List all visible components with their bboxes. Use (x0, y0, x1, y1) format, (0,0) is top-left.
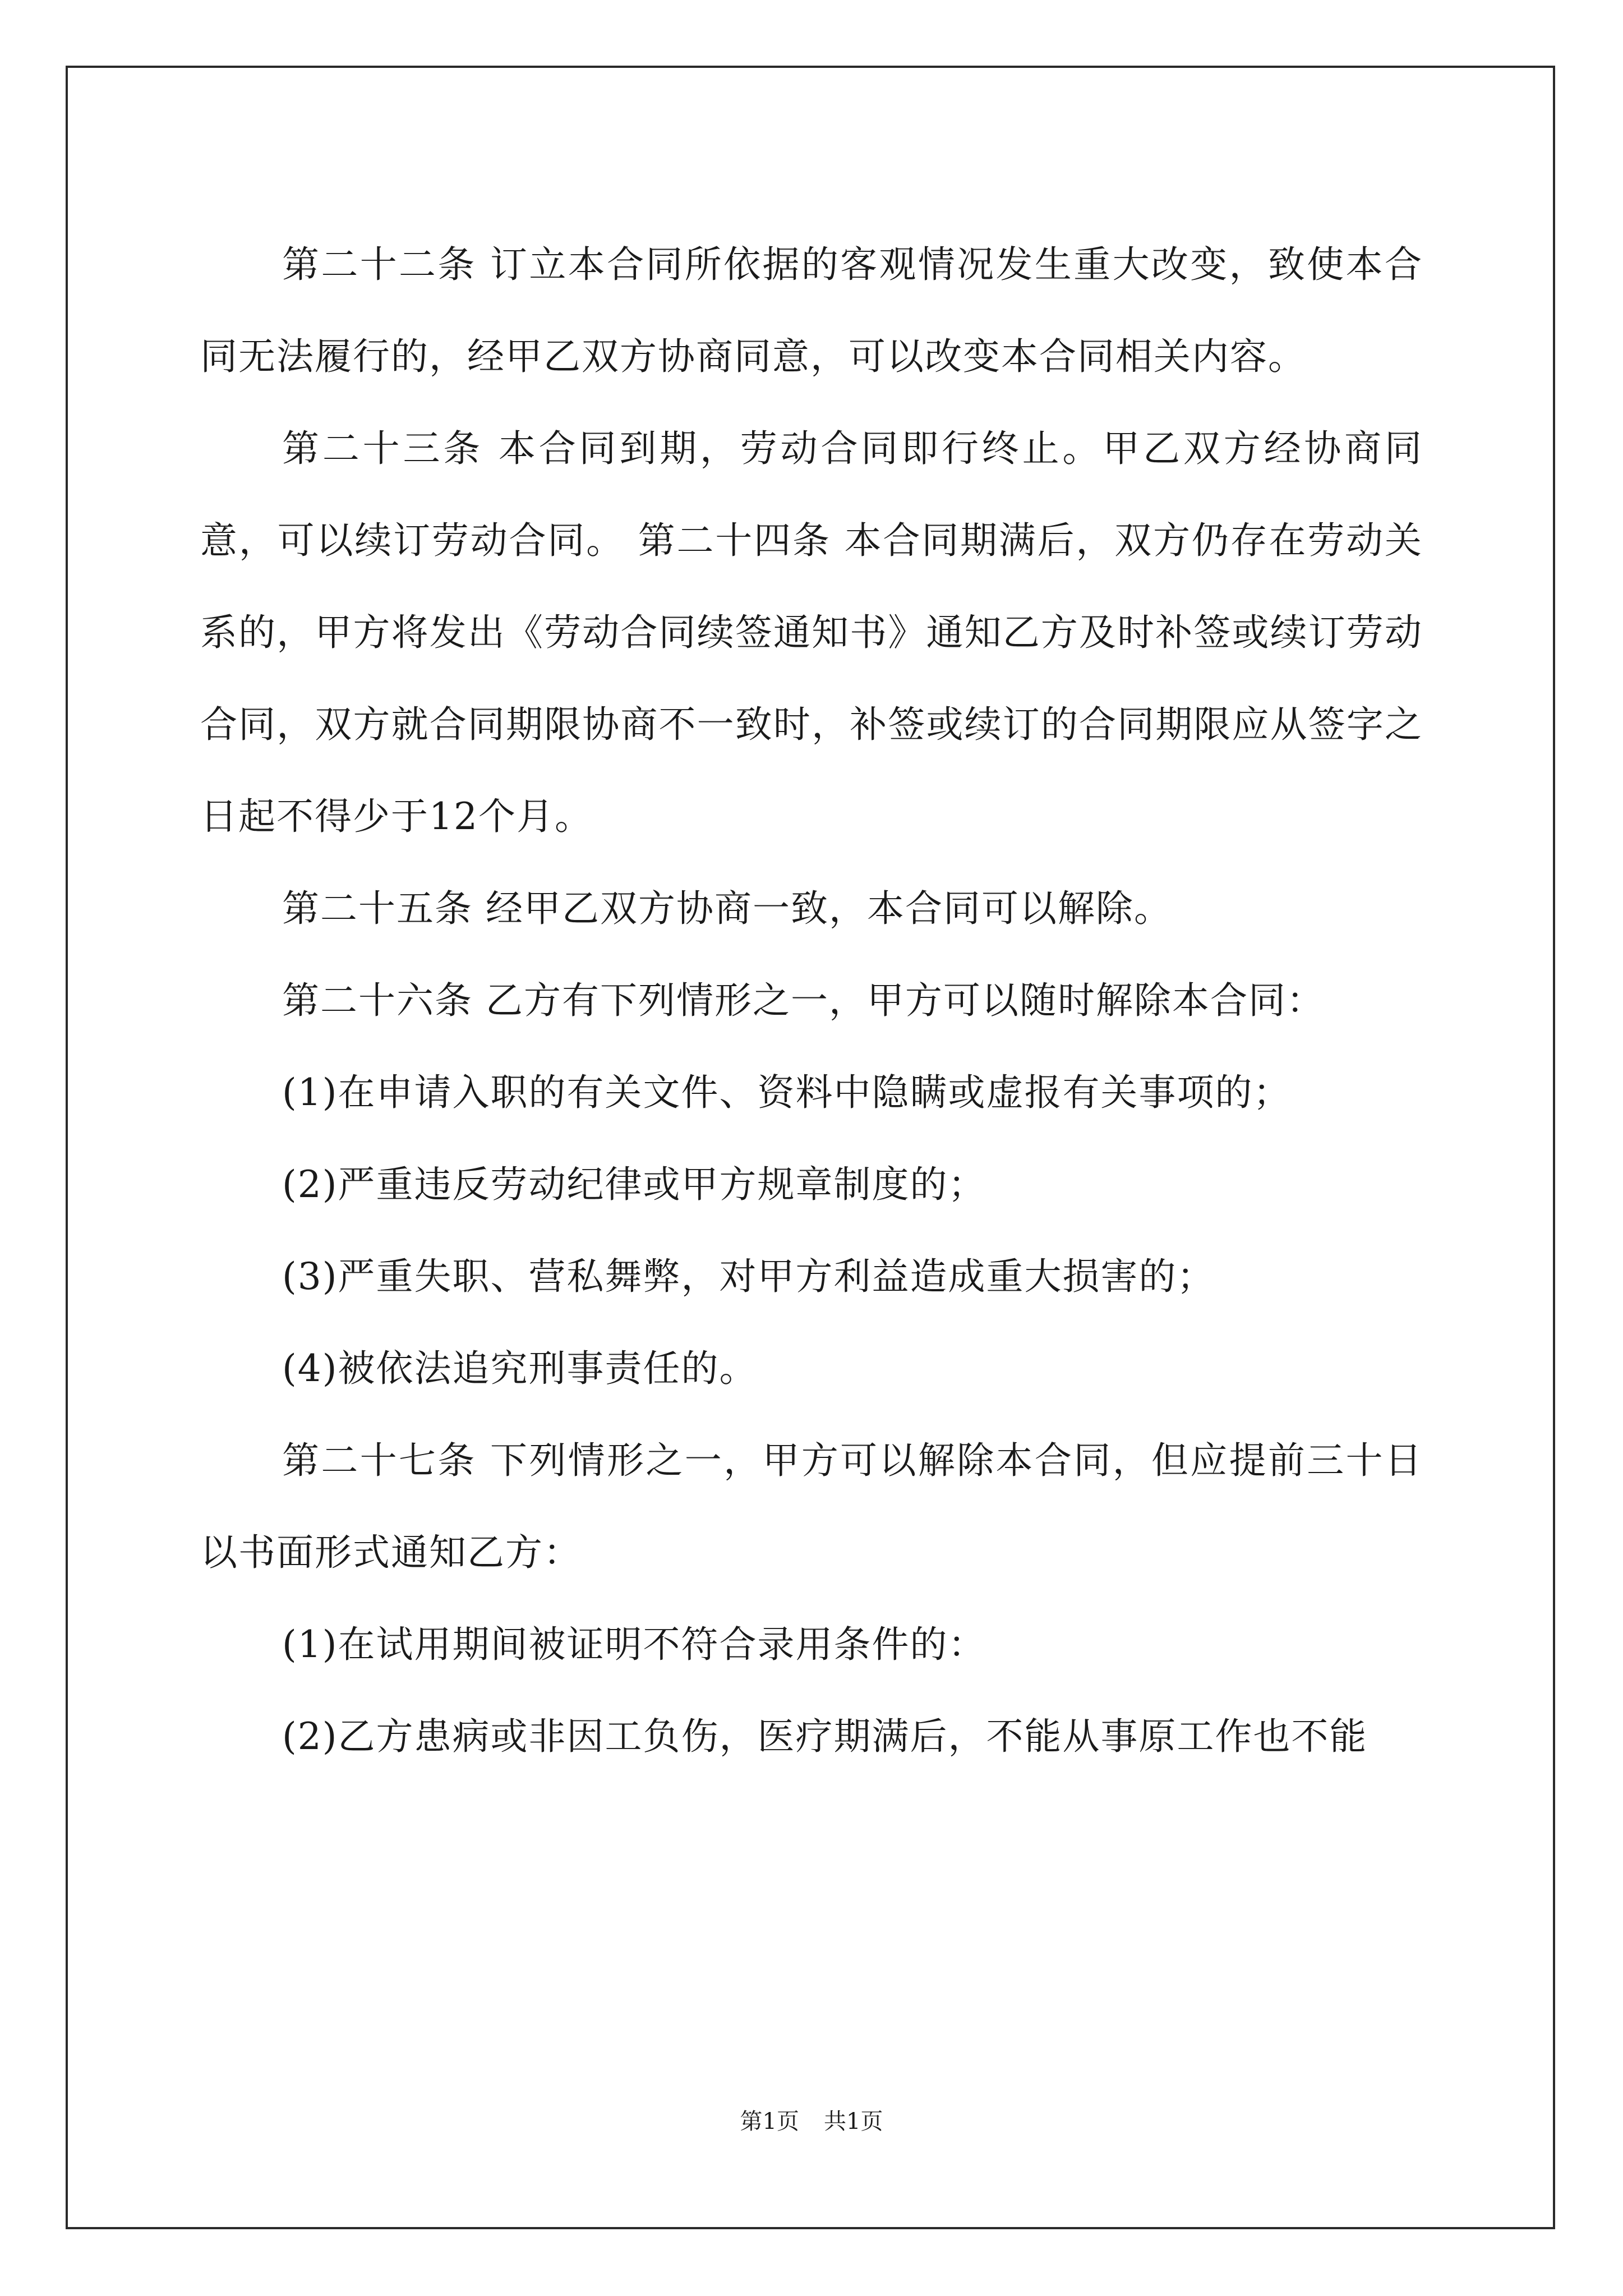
list-item-26-4: (4)被依法追究刑事责任的。 (282, 1347, 758, 1390)
paragraph-article-22: 第二十二条 订立本合同所依据的客观情况发生重大改变，致使本合同无法履行的，经甲乙双方协商同意，可以改变本合同相关内容。 (200, 243, 1423, 378)
page-footer (0, 2105, 1623, 2138)
page-number-current: 第1页 (740, 2109, 799, 2134)
page-number-total: 共1页 (824, 2109, 883, 2134)
list-item-26-2: (2)严重违反劳动纪律或甲方规章制度的； (282, 1163, 986, 1206)
paragraph-article-27: 第二十七条 下列情形之一，甲方可以解除本合同，但应提前三十日以书面形式通知乙方： (200, 1439, 1423, 1574)
list-item-27-1: (1)在试用期间被证明不符合录用条件的： (282, 1623, 986, 1666)
paragraph-article-26: 第二十六条 乙方有下列情形之一，甲方可以随时解除本合同： (282, 979, 1325, 1022)
paragraph-article-25: 第二十五条 经甲乙双方协商一致，本合同可以解除。 (282, 887, 1172, 930)
list-item-26-1: (1)在申请入职的有关文件、资料中隐瞒或虚报有关事项的； (282, 1071, 1292, 1114)
list-item-26-3: (3)严重失职、营私舞弊，对甲方利益造成重大损害的； (282, 1255, 1215, 1298)
list-item-27-2: (2)乙方患病或非因工负伤，医疗期满后，不能从事原工作也不能 (282, 1715, 1368, 1758)
document-body (200, 219, 1423, 1783)
paragraph-article-23-24: 第二十三条 本合同到期，劳动合同即行终止。甲乙双方经协商同意，可以续订劳动合同。 第二十四条 本合同期满后，双方仍存在劳动关系的，甲方将发出《劳动合同续签通知书》通知乙方及时补签或续订劳动合同，双方就合同期限协商不一致时，补签或续订的合同期限应从签字之日起不得少于12个月。 (200, 427, 1423, 838)
